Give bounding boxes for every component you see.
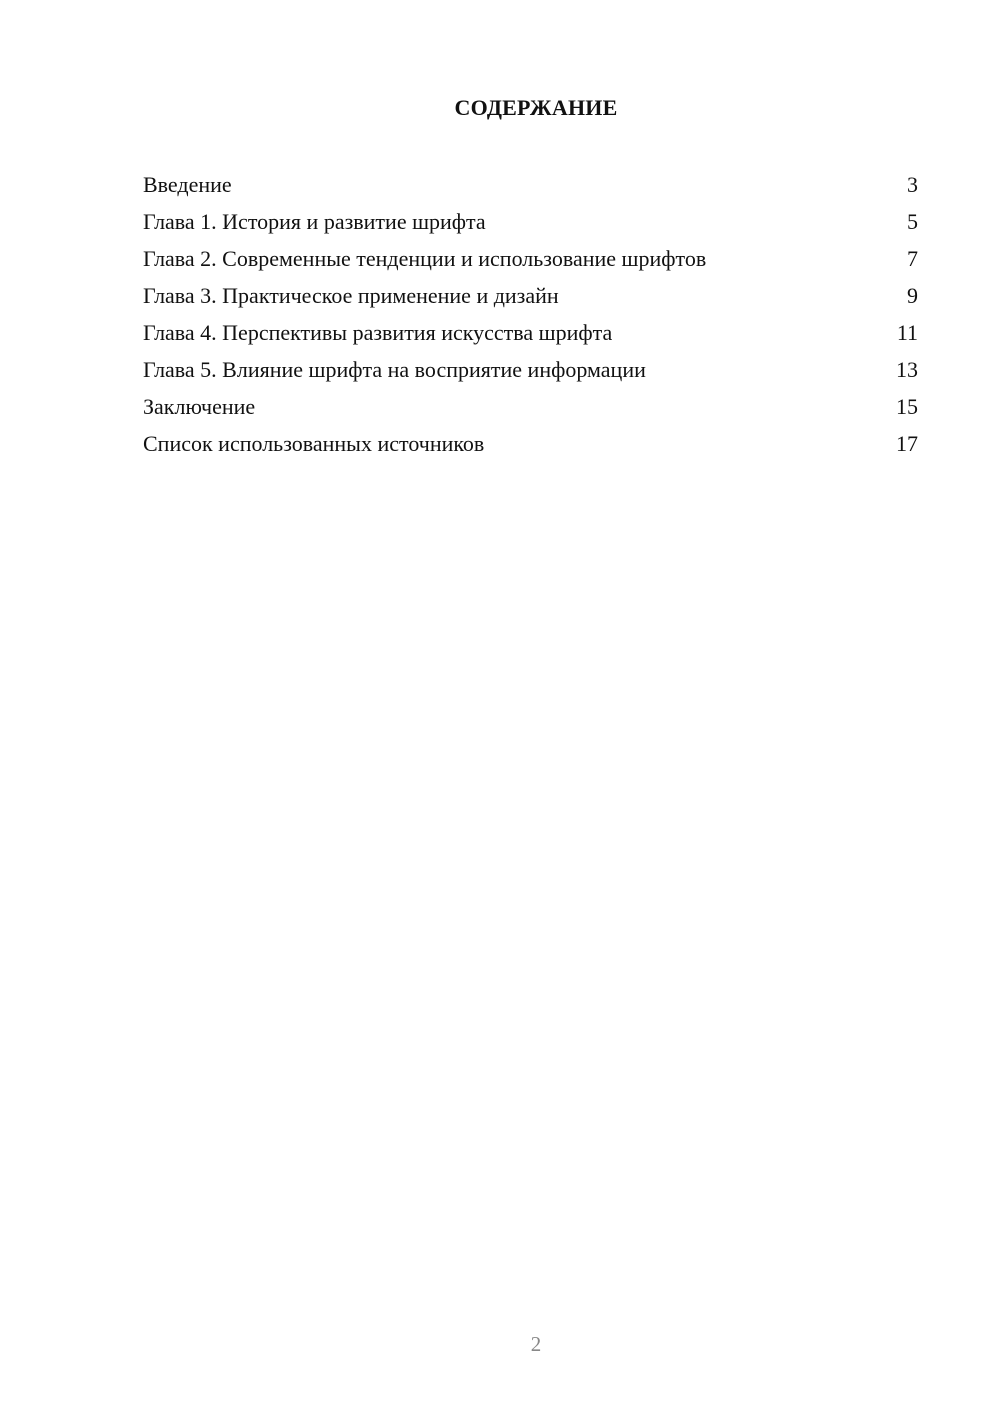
- toc-entry-chapter-5[interactable]: [143, 351, 918, 388]
- toc-entry-label: Введение: [143, 172, 232, 197]
- toc-entry-label: Глава 3. Практическое применение и дизайн: [143, 283, 559, 308]
- toc-entry-introduction[interactable]: [143, 166, 918, 203]
- toc-entry-page: 3: [907, 172, 918, 197]
- page-number: 2: [530, 1332, 542, 1356]
- toc-entry-page: 17: [896, 431, 918, 456]
- toc-entry-label: Глава 1. История и развитие шрифта: [143, 209, 486, 234]
- table-of-contents: [143, 166, 918, 462]
- toc-entry-conclusion[interactable]: [143, 388, 918, 425]
- toc-entry-chapter-3[interactable]: [143, 277, 918, 314]
- toc-entry-references[interactable]: [143, 425, 918, 462]
- toc-entry-page: 15: [896, 394, 918, 419]
- toc-entry-label: Список использованных источников: [143, 431, 485, 456]
- toc-entry-page: 9: [907, 283, 918, 308]
- toc-entry-chapter-4[interactable]: [143, 314, 918, 351]
- toc-entry-page: 13: [896, 357, 918, 382]
- toc-entry-page: 5: [907, 209, 918, 234]
- toc-entry-label: Глава 5. Влияние шрифта на восприятие информации: [143, 357, 646, 382]
- toc-entry-label: Глава 4. Перспективы развития искусства шрифта: [143, 320, 613, 345]
- toc-entry-label: Заключение: [143, 394, 256, 419]
- toc-entry-label: Глава 2. Современные тенденции и использование шрифтов: [143, 246, 707, 271]
- toc-entry-chapter-1[interactable]: [143, 203, 918, 240]
- toc-entry-chapter-2[interactable]: [143, 240, 918, 277]
- toc-entry-page: 11: [896, 320, 918, 345]
- page-title: СОДЕРЖАНИЕ: [454, 95, 618, 120]
- toc-entry-page: 7: [907, 246, 918, 271]
